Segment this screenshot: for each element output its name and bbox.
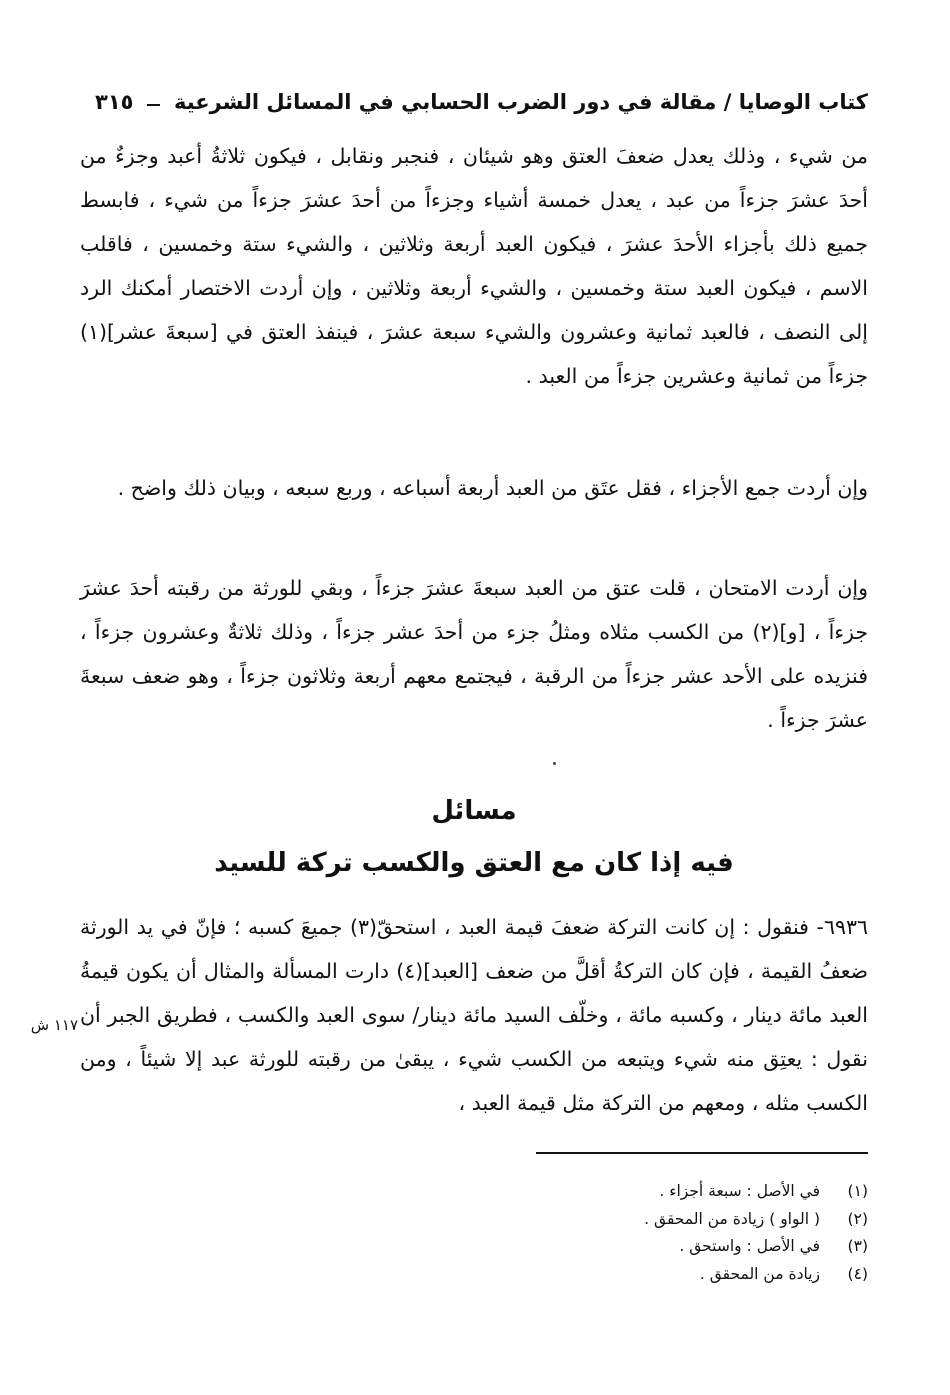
margin-folio-note: ١١٧ ش: [30, 1016, 78, 1034]
running-header-title: كتاب الوصايا / مقالة في دور الضرب الحسابي في المسائل الشرعية: [173, 90, 868, 114]
section-subheading: فيه إذا كان مع العتق والكسب تركة للسيد: [214, 848, 734, 878]
stray-dot: [553, 762, 556, 765]
paragraph-2: وإن أردت جمع الأجزاء ، فقل عتَق من العبد أربعة أسباعه ، وربع سبعه ، وبيان ذلك واضح .: [117, 476, 868, 500]
footnote-separator: [536, 1152, 868, 1154]
footnote-text: زيادة من المحقق .: [699, 1264, 820, 1283]
page-number: ٣١٥: [95, 90, 134, 114]
footnote: [300, 1206, 868, 1234]
footnote: [300, 1233, 868, 1261]
section-heading: مسائل: [431, 796, 517, 826]
footnote-text: في الأصل : واستحق .: [679, 1237, 820, 1255]
running-header: [95, 82, 868, 122]
footnote-text: في الأصل : سبعة أجزاء .: [659, 1182, 820, 1200]
footnote-mark: (٣): [847, 1237, 868, 1255]
footnote-mark: (٤): [847, 1264, 868, 1283]
header-rule: [147, 104, 160, 106]
footnote: [300, 1261, 868, 1289]
footnote-mark: (٢): [847, 1209, 868, 1228]
footnote-text: ( الواو ) زيادة من المحقق .: [644, 1209, 820, 1228]
footnote-mark: (١): [847, 1182, 868, 1200]
paragraph-1: من شيء ، وذلك يعدل ضعفَ العتق وهو شيئان ، فنجبر ونقابل ، فيكون ثلاثةُ أعبد وجزءٌ من أحدَ عشرَ جزءاً من عبد ، يعدل خمسة أشياء وجزءاً من أحدَ عشرَ جزءاً من شيء ، فابسط جميع ذلك بأجزاء الأحدَ عشرَ ، فيكون العبد أربعة وثلاثين ، والشيء ستة وخمسين ، فاقلب الاسم ، فيكون العبد ستة وخمسين ، والشيء أربعة وثلاثين ، وإن أردت الاختصار أمكنك الرد إلى النصف ، فالعبد ثمانية وعشرون والشيء سبعة عشرَ ، فينفذ العتق في [سبعةَ عشر](١) جزءاً من ثمانية وعشرين جزءاً من العبد .: [80, 144, 868, 388]
paragraph-3: وإن أردت الامتحان ، قلت عتق من العبد سبعةَ عشرَ جزءاً ، وبقي للورثة من رقبته أحدَ عشرَ جزءاً ، [و](٢) من الكسب مثلاه ومثلُ جزء من أحدَ عشر جزءاً ، وذلك ثلاثةٌ وعشرون جزءاً ، فنزيده على الأحد عشر جزءاً من الرقبة ، فيجتمع معهم أربعة وثلاثون جزءاً ، وهو ضعف سبعةَ عشرَ جزءاً .: [80, 576, 868, 732]
footnote: [300, 1178, 868, 1206]
paragraph-6936: ٦٩٣٦- فنقول : إن كانت التركة ضعفَ قيمة العبد ، استحقّ(٣) جميعَ كسبه ؛ فإنّ في يد الورثة ضعفُ القيمة ، فإن كان التركةُ أقلَّ من ضعف [العبد](٤) دارت المسألة والمثال أن يكون قيمةُ العبد مائة دينار ، وكسبه مائة ، وخلّف السيد مائة دينار/ سوى العبد والكسب ، فطريق الجبر أن نقول : يعتِق منه شيء ويتبعه من الكسب شيء ، يبقىٰ من رقبته للورثة عبد إلا شيئاً ، ومن الكسب مثله ، ومعهم من التركة مثل قيمة العبد ،: [80, 915, 868, 1115]
footnotes: [300, 1178, 868, 1288]
